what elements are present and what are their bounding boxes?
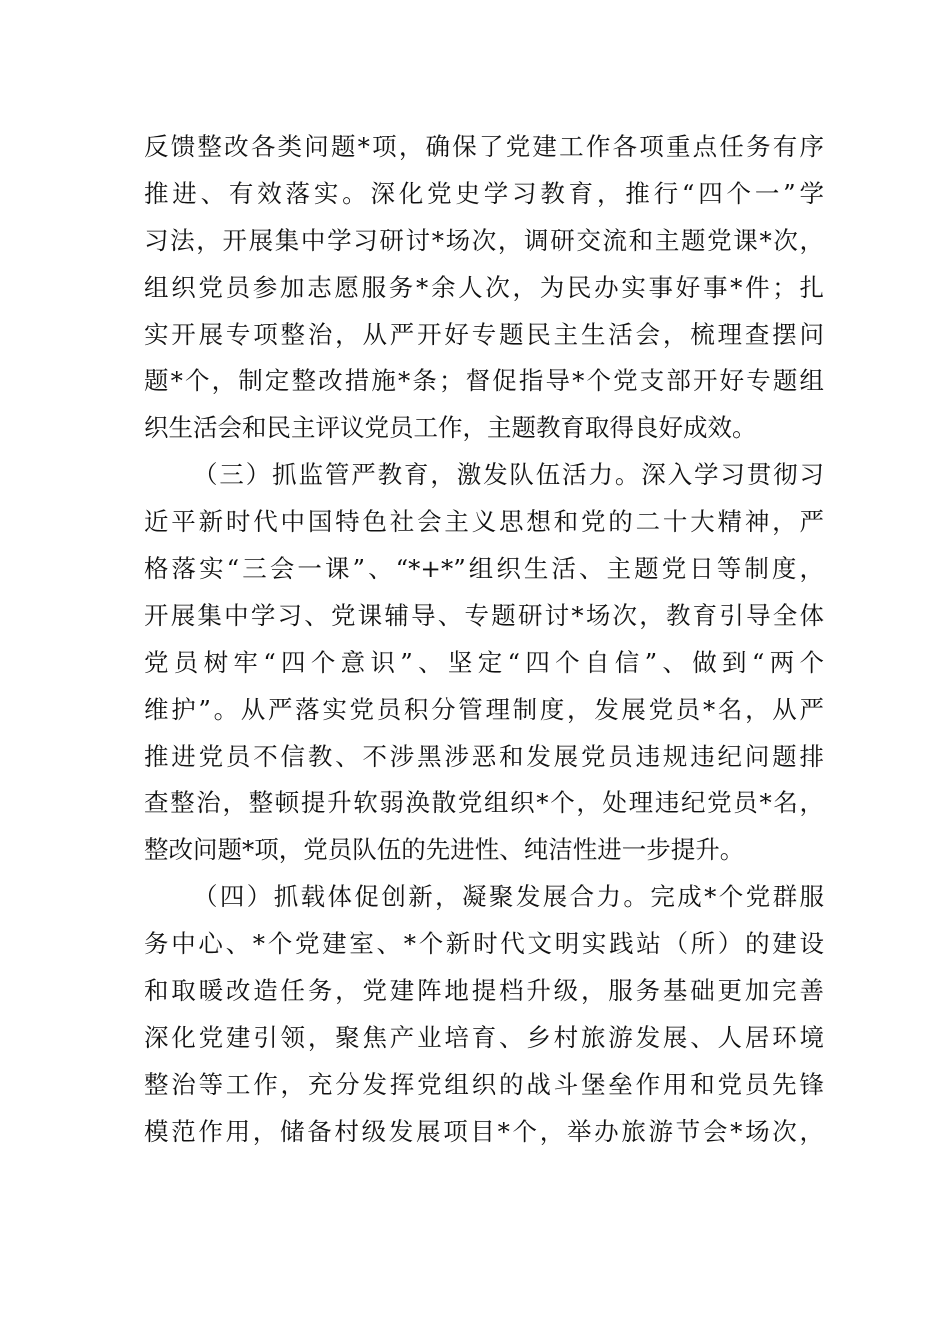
document-body [144, 124, 824, 1156]
text-line: 组织党员参加志愿服务*余人次，为民办实事好事*件；扎 [144, 272, 824, 302]
text-line: （四）抓载体促创新，凝聚发展合力。完成*个党群服 [193, 882, 824, 912]
text-line: 习法，开展集中学习研讨*场次，调研交流和主题党课*次， [144, 225, 824, 255]
text-line: 模范作用，储备村级发展项目*个，举办旅游节会*场次， [144, 1116, 824, 1146]
text-line: 题*个，制定整改措施*条；督促指导*个党支部开好专题组 [144, 366, 824, 396]
text-line: 实开展专项整治，从严开好专题民主生活会，梳理查摆问 [144, 319, 824, 349]
text-line: 维护”。从严落实党员积分管理制度，发展党员*名，从严 [144, 694, 824, 724]
text-line: 推进党员不信教、不涉黑涉恶和发展党员违规违纪问题排 [144, 741, 824, 771]
text-line: 织生活会和民主评议党员工作，主题教育取得良好成效。 [144, 413, 757, 443]
text-line: 近平新时代中国特色社会主义思想和党的二十大精神，严 [144, 507, 824, 537]
text-line: 整改问题*项，党员队伍的先进性、纯洁性进一步提升。 [144, 835, 745, 865]
text-line: 推进、有效落实。深化党史学习教育，推行“四个一”学 [144, 178, 824, 208]
text-line: 查整治，整顿提升软弱涣散党组织*个，处理违纪党员*名， [144, 788, 824, 818]
text-line: 反馈整改各类问题*项，确保了党建工作各项重点任务有序 [144, 132, 824, 161]
text-line: 开展集中学习、党课辅导、专题研讨*场次，教育引导全体 [144, 600, 824, 630]
text-line: 和取暖改造任务，党建阵地提档升级，服务基础更加完善 [144, 976, 824, 1006]
text-line: 务中心、*个党建室、*个新时代文明实践站（所）的建设 [144, 929, 824, 959]
paragraph-3 [144, 874, 824, 1155]
text-line: 整治等工作，充分发挥党组织的战斗堡垒作用和党员先锋 [144, 1069, 824, 1099]
text-line: 党员树牢“四个意识”、坚定“四个自信”、做到“两个 [144, 647, 824, 677]
paragraph-2 [144, 452, 824, 874]
text-line: 深化党建引领，聚焦产业培育、乡村旅游发展、人居环境 [144, 1022, 824, 1052]
text-line: （三）抓监管严教育，激发队伍活力。深入学习贯彻习 [193, 460, 824, 490]
paragraph-1 [144, 124, 824, 452]
text-line: 格落实“三会一课”、“*+*”组织生活、主题党日等制度， [144, 554, 824, 584]
